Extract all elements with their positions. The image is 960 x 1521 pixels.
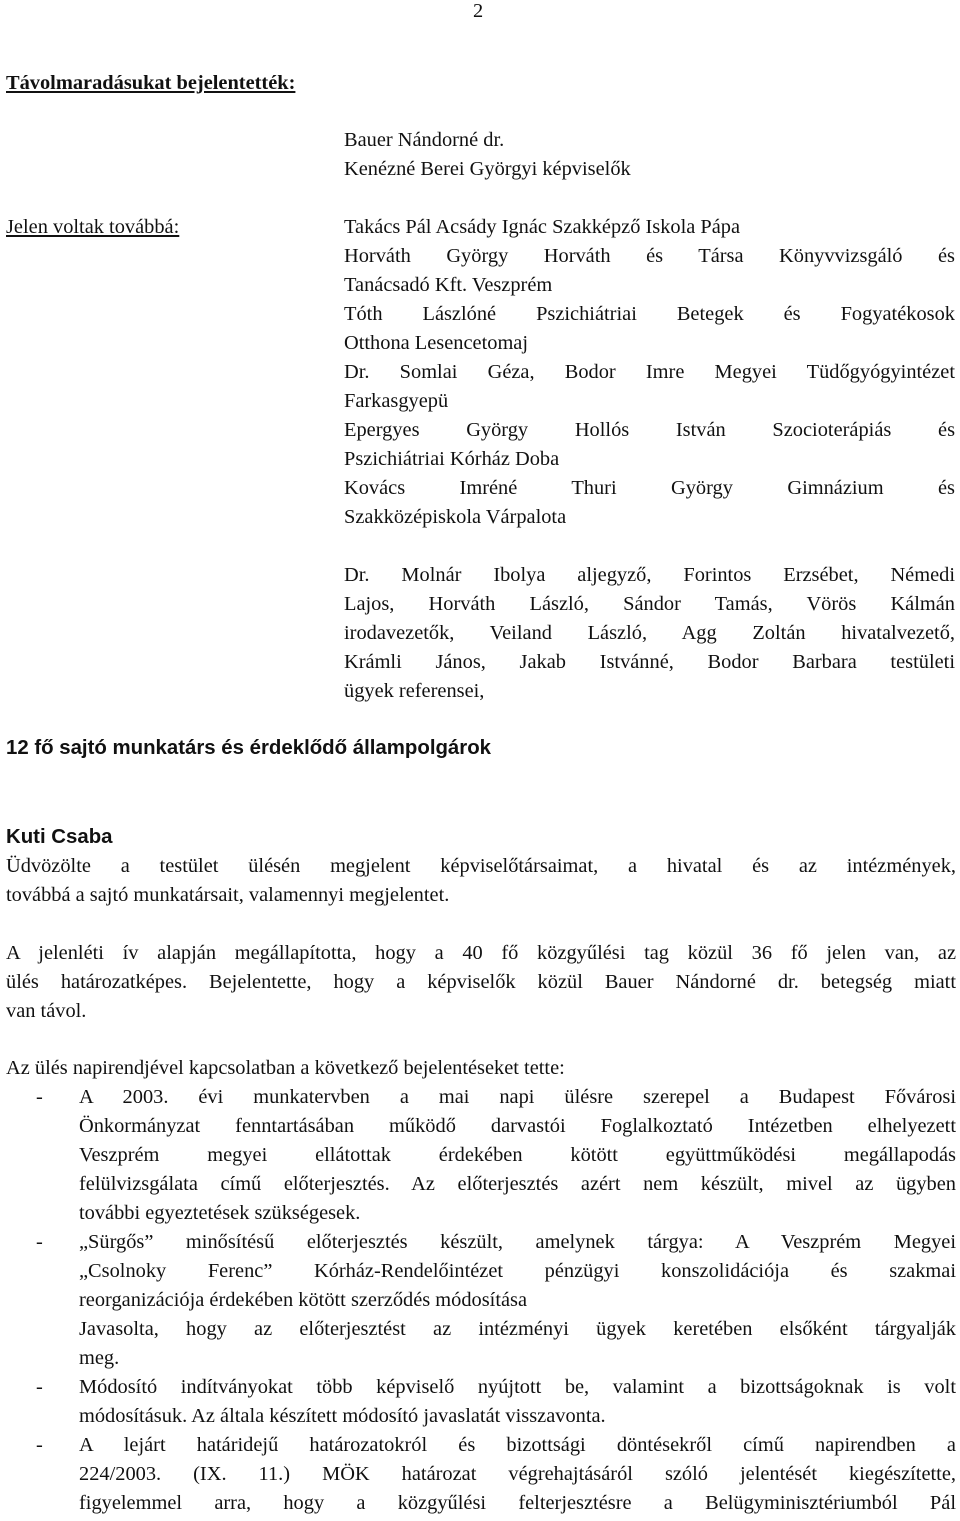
staff-line: Dr. Molnár Ibolya aljegyző, Forintos Erzsébet, Némedi [344, 564, 955, 586]
welcome-paragraph [6, 852, 956, 910]
item-line: további egyeztetések szükségesek. [79, 1202, 361, 1224]
agenda-list [6, 1083, 956, 1518]
item-line: „Csolnoky Ferenc” Kórház-Rendelőintézet pénzügyi konszolidációja és szakmai [79, 1260, 956, 1282]
agenda-item [6, 1431, 956, 1518]
item-line: Módosító indítványokat több képviselő nyújtott be, valamint a bizottságoknak is volt [79, 1376, 956, 1398]
present-line: Otthona Lesencetomaj [344, 332, 529, 354]
present-line: Kovács Imréné Thuri György Gimnázium és [344, 477, 955, 499]
present-line: Tóth Lászlóné Pszichiátriai Betegek és Fogyatékosok [344, 303, 955, 325]
staff-line: Lajos, Horváth László, Sándor Tamás, Vörös Kálmán [344, 593, 955, 615]
agenda-item [6, 1373, 956, 1431]
agenda-item [6, 1228, 956, 1373]
list-dash: - [36, 1231, 43, 1253]
present-list [344, 213, 955, 532]
item-line: „Sürgős” minősítésű előterjesztés készült, amelynek tárgya: A Veszprém Megyei [79, 1231, 956, 1253]
paragraph-line: Üdvözölte a testület ülésén megjelent képviselőtársaimat, a hivatal és az intézmények, [6, 855, 956, 877]
staff-list [344, 561, 955, 706]
item-line: reorganizációja érdekében kötött szerződés módosítása [79, 1289, 528, 1311]
paragraph-line: Az ülés napirendjével kapcsolatban a következő bejelentéseket tette: [6, 1057, 565, 1079]
item-line: meg. [79, 1347, 120, 1369]
present-line: Szakközépiskola Várpalota [344, 506, 567, 528]
item-line: Javasolta, hogy az előterjesztést az intézményi ügyek keretében elsőként tárgyalják [79, 1318, 956, 1340]
list-dash: - [36, 1376, 43, 1398]
present-line: Dr. Somlai Géza, Bodor Imre Megyei Tüdőgyógyintézet [344, 361, 955, 383]
absent-list [344, 126, 955, 184]
present-line: Takács Pál Acsády Ignác Szakképző Iskola Pápa [344, 216, 741, 238]
item-line: A 2003. évi munkatervben a mai napi ülésre szerepel a Budapest Fővárosi [79, 1086, 956, 1108]
present-line: Farkasgyepü [344, 390, 449, 412]
list-dash: - [36, 1434, 43, 1456]
absent-name: Kenézné Berei Györgyi képviselők [344, 158, 631, 180]
list-dash: - [36, 1086, 43, 1108]
item-line: felülvizsgálata című előterjesztés. Az előterjesztés azért nem készült, mivel az ügyben [79, 1173, 956, 1195]
staff-line: ügyek referensei, [344, 680, 485, 702]
item-line: Veszprém megyei ellátottak érdekében kötött együttműködési megállapodás [79, 1144, 956, 1166]
present-line: Pszichiátriai Kórház Doba [344, 448, 560, 470]
present-line: Tanácsadó Kft. Veszprém [344, 274, 553, 296]
item-line: módosításuk. Az általa készített módosító javaslatát visszavonta. [79, 1405, 606, 1427]
agenda-item [6, 1083, 956, 1228]
paragraph-line: van távol. [6, 1000, 87, 1022]
paragraph-line: ülés határozatképes. Bejelentette, hogy a képviselők közül Bauer Nándorné dr. betegség miatt [6, 971, 956, 993]
page-number: 2 [473, 0, 484, 22]
speaker-name: Kuti Csaba [6, 826, 113, 848]
item-line: Önkormányzat fenntartásában működő darvastói Foglalkoztató Intézetben elhelyezett [79, 1115, 956, 1137]
staff-line: irodavezetők, Veiland László, Agg Zoltán hivatalvezető, [344, 622, 955, 644]
item-line: 224/2003. (IX. 11.) MÖK határozat végrehajtásáról szóló jelentését kiegészítette, [79, 1463, 956, 1485]
absent-name: Bauer Nándorné dr. [344, 129, 505, 151]
quorum-paragraph [6, 939, 956, 1026]
item-line: A lejárt határidejű határozatokról és bizottsági döntésekről című napirendben a [79, 1434, 956, 1456]
present-heading: Jelen voltak továbbá: [6, 216, 180, 238]
absent-heading: Távolmaradásukat bejelentették: [6, 72, 296, 94]
agenda-intro [6, 1054, 956, 1083]
paragraph-line: továbbá a sajtó munkatársait, valamennyi megjelentet. [6, 884, 450, 906]
present-line: Epergyes György Hollós István Szocioterápiás és [344, 419, 955, 441]
press-attendees: 12 fő sajtó munkatárs és érdeklődő állampolgárok [6, 737, 492, 759]
item-line: figyelemmel arra, hogy a közgyűlési felterjesztésre a Belügyminisztériumból Pál [79, 1492, 956, 1514]
present-line: Horváth György Horváth és Társa Könyvvizsgáló és [344, 245, 955, 267]
staff-line: Krámli János, Jakab Istvánné, Bodor Barbara testületi [344, 651, 955, 673]
paragraph-line: A jelenléti ív alapján megállapította, hogy a 40 fő közgyűlési tag közül 36 fő jelen van, az [6, 942, 956, 964]
